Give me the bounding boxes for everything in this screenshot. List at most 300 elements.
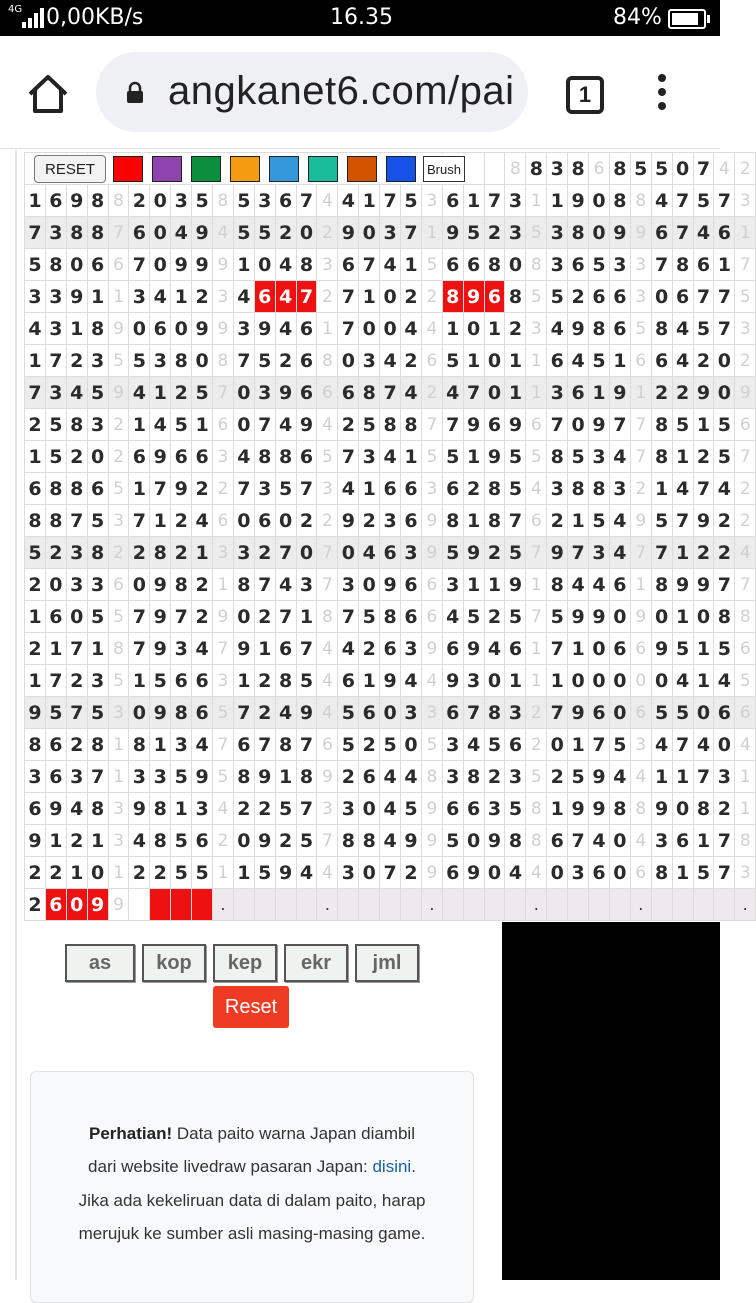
digit-cell[interactable]: 1 — [484, 313, 505, 345]
digit-cell[interactable]: 1 — [547, 793, 568, 825]
separator-cell[interactable]: 3 — [526, 313, 547, 345]
digit-cell[interactable]: 2 — [651, 377, 672, 409]
digit-cell[interactable]: 6 — [359, 761, 380, 793]
digit-cell[interactable]: 0 — [87, 857, 108, 889]
digit-cell[interactable]: 3 — [66, 761, 87, 793]
digit-cell[interactable]: 8 — [87, 313, 108, 345]
digit-cell[interactable]: 3 — [609, 249, 630, 281]
digit-cell[interactable]: 2 — [254, 601, 275, 633]
digit-cell[interactable]: 9 — [66, 185, 87, 217]
digit-cell[interactable]: 8 — [150, 825, 171, 857]
digit-cell[interactable]: 2 — [192, 569, 213, 601]
digit-cell[interactable]: 9 — [275, 377, 296, 409]
digit-cell[interactable]: 2 — [672, 377, 693, 409]
digit-cell[interactable]: 7 — [171, 601, 192, 633]
digit-cell[interactable]: 1 — [25, 345, 46, 377]
separator-cell[interactable]: 7 — [630, 409, 651, 441]
separator-cell[interactable]: 4 — [317, 697, 338, 729]
digit-cell[interactable]: 8 — [150, 793, 171, 825]
digit-cell[interactable]: 0 — [505, 249, 526, 281]
digit-cell[interactable]: 4 — [338, 185, 359, 217]
digit-cell[interactable]: 3 — [45, 377, 66, 409]
digit-cell[interactable]: 3 — [505, 697, 526, 729]
separator-cell[interactable]: 3 — [317, 793, 338, 825]
digit-cell[interactable]: 2 — [547, 505, 568, 537]
digit-cell[interactable]: 0 — [380, 281, 401, 313]
separator-cell[interactable]: 8 — [735, 601, 756, 633]
digit-cell[interactable]: 8 — [484, 697, 505, 729]
separator-cell[interactable]: 1 — [213, 569, 234, 601]
digit-cell[interactable]: 7 — [714, 313, 735, 345]
digit-cell[interactable]: 7 — [714, 825, 735, 857]
digit-cell[interactable]: 1 — [547, 185, 568, 217]
digit-cell[interactable]: 1 — [45, 633, 66, 665]
separator-cell[interactable]: 9 — [630, 505, 651, 537]
empty-cell[interactable] — [714, 889, 735, 921]
digit-cell[interactable]: 6 — [275, 185, 296, 217]
digit-cell[interactable]: 7 — [66, 697, 87, 729]
separator-cell[interactable]: 3 — [630, 281, 651, 313]
digit-cell[interactable]: 8 — [275, 729, 296, 761]
separator-cell[interactable]: 8 — [317, 601, 338, 633]
digit-cell[interactable]: 5 — [359, 409, 380, 441]
separator-cell[interactable]: 1 — [630, 569, 651, 601]
digit-cell[interactable]: 7 — [233, 697, 254, 729]
digit-cell[interactable]: 1 — [171, 281, 192, 313]
separator-cell[interactable]: 3 — [213, 537, 234, 569]
separator-cell[interactable]: 9 — [108, 313, 129, 345]
digit-cell[interactable]: 0 — [547, 857, 568, 889]
empty-cell[interactable] — [359, 889, 380, 921]
digit-cell[interactable]: 6 — [296, 441, 317, 473]
separator-cell[interactable]: 9 — [630, 217, 651, 249]
digit-cell[interactable]: 4 — [275, 697, 296, 729]
digit-cell[interactable]: 7 — [87, 761, 108, 793]
digit-cell[interactable]: 6 — [275, 633, 296, 665]
digit-cell[interactable]: 5 — [505, 601, 526, 633]
digit-cell[interactable]: 2 — [275, 825, 296, 857]
digit-cell[interactable]: 5 — [505, 441, 526, 473]
digit-cell[interactable]: 1 — [254, 633, 275, 665]
separator-cell[interactable]: 1 — [526, 569, 547, 601]
digit-cell[interactable]: 9 — [192, 761, 213, 793]
digit-cell[interactable]: 7 — [296, 729, 317, 761]
separator-cell[interactable]: 9 — [317, 761, 338, 793]
digit-cell[interactable]: 2 — [25, 633, 46, 665]
digit-cell[interactable]: 7 — [275, 537, 296, 569]
dot-cell[interactable]: . — [526, 889, 547, 921]
digit-cell[interactable]: 6 — [296, 313, 317, 345]
digit-cell[interactable]: 3 — [45, 281, 66, 313]
separator-cell[interactable]: 8 — [526, 249, 547, 281]
digit-cell[interactable]: 5 — [672, 633, 693, 665]
separator-cell[interactable]: 3 — [108, 825, 129, 857]
digit-cell[interactable]: 2 — [254, 537, 275, 569]
digit-cell[interactable]: 9 — [338, 505, 359, 537]
digit-cell[interactable]: 8 — [463, 761, 484, 793]
digit-cell[interactable]: 5 — [359, 601, 380, 633]
separator-cell[interactable]: 9 — [213, 601, 234, 633]
digit-cell[interactable]: 5 — [45, 409, 66, 441]
digit-cell[interactable]: 3 — [651, 825, 672, 857]
digit-cell[interactable]: 2 — [254, 697, 275, 729]
digit-cell[interactable]: 7 — [254, 569, 275, 601]
digit-cell[interactable]: 5 — [129, 345, 150, 377]
digit-cell[interactable]: 7 — [714, 185, 735, 217]
separator-cell[interactable]: 4 — [317, 857, 338, 889]
digit-cell[interactable]: 0 — [463, 313, 484, 345]
separator-cell[interactable]: 7 — [317, 825, 338, 857]
separator-cell[interactable]: 6 — [630, 857, 651, 889]
separator-cell[interactable]: 7 — [317, 569, 338, 601]
digit-cell[interactable]: 2 — [171, 537, 192, 569]
digit-cell[interactable]: 8 — [442, 281, 463, 313]
separator-cell[interactable]: 5 — [735, 281, 756, 313]
digit-cell[interactable]: 8 — [505, 281, 526, 313]
digit-cell[interactable]: 7 — [296, 793, 317, 825]
digit-cell[interactable]: 7 — [609, 409, 630, 441]
digit-cell[interactable]: 0 — [233, 505, 254, 537]
digit-cell[interactable]: 8 — [484, 473, 505, 505]
digit-cell[interactable]: 6 — [609, 633, 630, 665]
digit-cell[interactable]: 6 — [296, 345, 317, 377]
digit-cell[interactable]: 3 — [66, 537, 87, 569]
separator-cell[interactable]: 5 — [421, 249, 442, 281]
digit-cell[interactable]: 2 — [254, 665, 275, 697]
separator-cell[interactable]: 7 — [213, 377, 234, 409]
separator-cell[interactable]: 3 — [317, 473, 338, 505]
empty-cell[interactable] — [484, 889, 505, 921]
digit-cell[interactable]: 5 — [192, 377, 213, 409]
digit-cell[interactable]: 0 — [66, 889, 87, 921]
digit-cell[interactable]: 5 — [463, 217, 484, 249]
digit-cell[interactable]: 5 — [233, 217, 254, 249]
digit-cell[interactable]: 9 — [401, 825, 422, 857]
digit-cell[interactable]: 2 — [338, 409, 359, 441]
digit-cell[interactable]: 7 — [296, 633, 317, 665]
digit-cell[interactable]: 8 — [651, 569, 672, 601]
digit-cell[interactable]: 1 — [547, 665, 568, 697]
empty-cell[interactable] — [609, 889, 630, 921]
digit-cell[interactable]: 2 — [338, 761, 359, 793]
digit-cell[interactable]: 6 — [380, 473, 401, 505]
digit-cell[interactable]: 4 — [609, 441, 630, 473]
digit-cell[interactable]: 4 — [672, 313, 693, 345]
digit-cell[interactable]: 3 — [192, 793, 213, 825]
digit-cell[interactable]: 7 — [233, 473, 254, 505]
separator-cell[interactable]: 9 — [421, 505, 442, 537]
digit-cell[interactable]: 9 — [25, 697, 46, 729]
separator-cell[interactable]: 7 — [735, 441, 756, 473]
digit-cell[interactable]: 8 — [45, 249, 66, 281]
dot-cell[interactable]: . — [213, 889, 234, 921]
separator-cell[interactable]: 5 — [108, 601, 129, 633]
digit-cell[interactable]: 7 — [568, 825, 589, 857]
separator-cell[interactable]: 7 — [317, 537, 338, 569]
empty-cell[interactable] — [547, 889, 568, 921]
overflow-menu-icon[interactable] — [652, 74, 672, 114]
digit-cell[interactable]: 9 — [568, 601, 589, 633]
jml-button[interactable]: jml — [355, 944, 419, 982]
separator-cell[interactable]: 6 — [213, 505, 234, 537]
digit-cell[interactable]: 4 — [275, 569, 296, 601]
digit-cell[interactable]: 2 — [359, 729, 380, 761]
digit-cell[interactable]: 9 — [171, 473, 192, 505]
digit-cell[interactable]: 1 — [568, 729, 589, 761]
digit-cell[interactable]: 9 — [484, 441, 505, 473]
digit-cell[interactable]: 8 — [672, 249, 693, 281]
separator-cell[interactable]: 3 — [735, 857, 756, 889]
digit-cell[interactable]: 0 — [359, 793, 380, 825]
digit-cell[interactable]: 9 — [651, 633, 672, 665]
empty-cell[interactable] — [275, 889, 296, 921]
digit-cell[interactable]: 6 — [442, 249, 463, 281]
separator-cell[interactable]: 4 — [630, 825, 651, 857]
digit-cell[interactable]: 6 — [442, 633, 463, 665]
digit-cell[interactable]: 5 — [651, 697, 672, 729]
digit-cell[interactable]: 1 — [484, 569, 505, 601]
digit-cell[interactable]: 2 — [401, 857, 422, 889]
separator-cell[interactable]: 5 — [108, 473, 129, 505]
digit-cell[interactable]: 0 — [233, 825, 254, 857]
tab-switcher-button[interactable]: 1 — [566, 76, 604, 114]
digit-cell[interactable]: 3 — [463, 665, 484, 697]
digit-cell[interactable]: 6 — [401, 473, 422, 505]
digit-cell[interactable]: 5 — [338, 697, 359, 729]
digit-cell[interactable]: 6 — [609, 569, 630, 601]
digit-cell[interactable]: 9 — [296, 409, 317, 441]
separator-cell[interactable]: 7 — [108, 217, 129, 249]
digit-cell[interactable]: 0 — [359, 857, 380, 889]
digit-cell[interactable]: 4 — [380, 441, 401, 473]
digit-cell[interactable]: 8 — [609, 793, 630, 825]
separator-cell[interactable]: 1 — [735, 761, 756, 793]
digit-cell[interactable]: 6 — [714, 697, 735, 729]
digit-cell[interactable]: 0 — [568, 665, 589, 697]
empty-cell[interactable] — [233, 889, 254, 921]
color-swatch[interactable] — [347, 156, 377, 182]
digit-cell[interactable]: 1 — [192, 537, 213, 569]
digit-cell[interactable]: 9 — [45, 793, 66, 825]
separator-cell[interactable]: 4 — [526, 857, 547, 889]
digit-cell[interactable]: 6 — [609, 281, 630, 313]
digit-cell[interactable]: 9 — [463, 633, 484, 665]
digit-cell[interactable]: 9 — [463, 409, 484, 441]
digit-cell[interactable]: 4 — [714, 473, 735, 505]
digit-cell[interactable]: 5 — [254, 217, 275, 249]
digit-cell[interactable]: 8 — [233, 569, 254, 601]
digit-cell[interactable]: 9 — [609, 377, 630, 409]
digit-cell[interactable]: 7 — [296, 281, 317, 313]
separator-cell[interactable]: 6 — [630, 633, 651, 665]
separator-cell[interactable]: 9 — [630, 601, 651, 633]
digit-cell[interactable]: 6 — [87, 249, 108, 281]
digit-cell[interactable]: 6 — [45, 185, 66, 217]
separator-cell[interactable]: 2 — [526, 697, 547, 729]
digit-cell[interactable]: 0 — [359, 313, 380, 345]
separator-cell[interactable]: 1 — [421, 217, 442, 249]
digit-cell[interactable]: 1 — [672, 601, 693, 633]
separator-cell[interactable]: 4 — [735, 729, 756, 761]
digit-cell[interactable]: 0 — [693, 601, 714, 633]
digit-cell[interactable]: 3 — [359, 345, 380, 377]
digit-cell[interactable]: 8 — [66, 473, 87, 505]
digit-cell[interactable]: 3 — [380, 217, 401, 249]
separator-cell[interactable]: 4 — [213, 793, 234, 825]
digit-cell[interactable]: 9 — [233, 633, 254, 665]
digit-cell[interactable]: 2 — [484, 601, 505, 633]
digit-cell[interactable]: 6 — [484, 409, 505, 441]
digit-cell[interactable]: 1 — [505, 377, 526, 409]
color-swatch[interactable] — [230, 156, 260, 182]
digit-cell[interactable]: 5 — [338, 729, 359, 761]
digit-cell[interactable]: 3 — [233, 313, 254, 345]
separator-cell[interactable]: 2 — [630, 473, 651, 505]
separator-cell[interactable]: 5 — [526, 761, 547, 793]
digit-cell[interactable]: 6 — [45, 601, 66, 633]
digit-cell[interactable]: 1 — [25, 601, 46, 633]
separator-cell[interactable]: 2 — [735, 505, 756, 537]
separator-cell[interactable]: 6 — [630, 697, 651, 729]
digit-cell[interactable]: 8 — [45, 473, 66, 505]
digit-cell[interactable]: 1 — [609, 345, 630, 377]
digit-cell[interactable]: 2 — [171, 377, 192, 409]
digit-cell[interactable]: 0 — [380, 313, 401, 345]
digit-cell[interactable]: 6 — [338, 377, 359, 409]
separator-cell[interactable]: 2 — [108, 409, 129, 441]
digit-cell[interactable]: 7 — [672, 505, 693, 537]
digit-cell[interactable]: 6 — [129, 217, 150, 249]
digit-cell[interactable]: 6 — [693, 249, 714, 281]
digit-cell[interactable]: 8 — [568, 217, 589, 249]
separator-cell[interactable]: 3 — [108, 505, 129, 537]
separator-cell[interactable]: 4 — [735, 537, 756, 569]
separator-cell[interactable]: 2 — [526, 729, 547, 761]
digit-cell[interactable]: 2 — [25, 857, 46, 889]
digit-cell[interactable]: 3 — [171, 729, 192, 761]
digit-cell[interactable]: 3 — [505, 217, 526, 249]
digit-cell[interactable]: 9 — [254, 313, 275, 345]
digit-cell[interactable]: 9 — [589, 601, 610, 633]
digit-cell[interactable]: 7 — [129, 505, 150, 537]
digit-cell[interactable]: 5 — [25, 537, 46, 569]
digit-cell[interactable]: 8 — [568, 473, 589, 505]
digit-cell[interactable]: 2 — [66, 729, 87, 761]
separator-cell[interactable]: 8 — [213, 185, 234, 217]
digit-cell[interactable]: 1 — [505, 345, 526, 377]
digit-cell[interactable]: 1 — [568, 505, 589, 537]
digit-cell[interactable]: 1 — [25, 185, 46, 217]
separator-cell[interactable]: 6 — [735, 697, 756, 729]
digit-cell[interactable]: 0 — [589, 217, 610, 249]
digit-cell[interactable]: 3 — [25, 281, 46, 313]
empty-cell[interactable] — [505, 889, 526, 921]
separator-cell[interactable]: 5 — [108, 345, 129, 377]
digit-cell[interactable]: 6 — [401, 569, 422, 601]
digit-cell[interactable]: 1 — [693, 665, 714, 697]
separator-cell[interactable]: 2 — [213, 473, 234, 505]
digit-cell[interactable]: 1 — [129, 409, 150, 441]
digit-cell[interactable]: 8 — [589, 313, 610, 345]
digit-cell[interactable]: 4 — [275, 249, 296, 281]
digit-cell[interactable]: 3 — [254, 185, 275, 217]
digit-cell[interactable]: 7 — [45, 665, 66, 697]
digit-cell[interactable]: 9 — [442, 665, 463, 697]
digit-cell[interactable]: 8 — [547, 569, 568, 601]
digit-cell[interactable]: 7 — [254, 729, 275, 761]
digit-cell[interactable]: 8 — [233, 761, 254, 793]
digit-cell[interactable]: 0 — [233, 409, 254, 441]
digit-cell[interactable]: 1 — [275, 761, 296, 793]
digit-cell[interactable]: 6 — [45, 889, 66, 921]
separator-cell[interactable]: 9 — [421, 793, 442, 825]
digit-cell[interactable]: 5 — [254, 345, 275, 377]
digit-cell[interactable]: 2 — [714, 793, 735, 825]
digit-cell[interactable]: 9 — [463, 537, 484, 569]
digit-cell[interactable]: 3 — [505, 761, 526, 793]
digit-cell[interactable]: 1 — [589, 377, 610, 409]
digit-cell[interactable]: 8 — [66, 217, 87, 249]
digit-cell[interactable]: 0 — [296, 537, 317, 569]
digit-cell[interactable]: 6 — [442, 697, 463, 729]
digit-cell[interactable]: 5 — [442, 441, 463, 473]
digit-cell[interactable]: 5 — [442, 825, 463, 857]
separator-cell[interactable]: 8 — [526, 793, 547, 825]
digit-cell[interactable]: 1 — [87, 633, 108, 665]
separator-cell[interactable]: 1 — [108, 281, 129, 313]
digit-cell[interactable]: 7 — [380, 857, 401, 889]
separator-cell[interactable]: 2 — [317, 281, 338, 313]
digit-cell[interactable]: 2 — [693, 345, 714, 377]
digit-cell[interactable]: 1 — [233, 249, 254, 281]
digit-cell[interactable]: 9 — [254, 761, 275, 793]
digit-cell[interactable]: 5 — [380, 729, 401, 761]
digit-cell[interactable]: 8 — [484, 505, 505, 537]
digit-cell[interactable]: 0 — [568, 409, 589, 441]
digit-cell[interactable]: 0 — [45, 569, 66, 601]
digit-cell[interactable]: 6 — [589, 281, 610, 313]
digit-cell[interactable]: 3 — [359, 441, 380, 473]
digit-cell[interactable]: 1 — [87, 825, 108, 857]
digit-cell[interactable]: 5 — [693, 185, 714, 217]
digit-cell[interactable]: 6 — [672, 281, 693, 313]
separator-cell[interactable]: 6 — [735, 409, 756, 441]
digit-cell[interactable]: 1 — [672, 857, 693, 889]
digit-cell[interactable]: 5 — [45, 697, 66, 729]
digit-cell[interactable]: 9 — [66, 281, 87, 313]
digit-cell[interactable]: 1 — [463, 569, 484, 601]
digit-cell[interactable]: 7 — [693, 761, 714, 793]
digit-cell[interactable]: 6 — [484, 281, 505, 313]
digit-cell[interactable]: 6 — [442, 473, 463, 505]
digit-cell[interactable]: 1 — [25, 665, 46, 697]
digit-cell[interactable]: 1 — [25, 441, 46, 473]
digit-cell[interactable]: 4 — [693, 217, 714, 249]
separator-cell[interactable]: 7 — [213, 633, 234, 665]
empty-cell[interactable] — [380, 889, 401, 921]
digit-cell[interactable]: 5 — [87, 377, 108, 409]
digit-cell[interactable]: 2 — [25, 889, 46, 921]
digit-cell[interactable]: 7 — [338, 441, 359, 473]
separator-cell[interactable]: 2 — [317, 505, 338, 537]
digit-cell[interactable]: 8 — [380, 409, 401, 441]
digit-cell[interactable]: 1 — [233, 857, 254, 889]
digit-cell[interactable]: 8 — [171, 345, 192, 377]
digit-cell[interactable]: 4 — [150, 281, 171, 313]
digit-cell[interactable]: 9 — [150, 633, 171, 665]
separator-cell[interactable]: 1 — [526, 633, 547, 665]
digit-cell[interactable]: 0 — [129, 569, 150, 601]
